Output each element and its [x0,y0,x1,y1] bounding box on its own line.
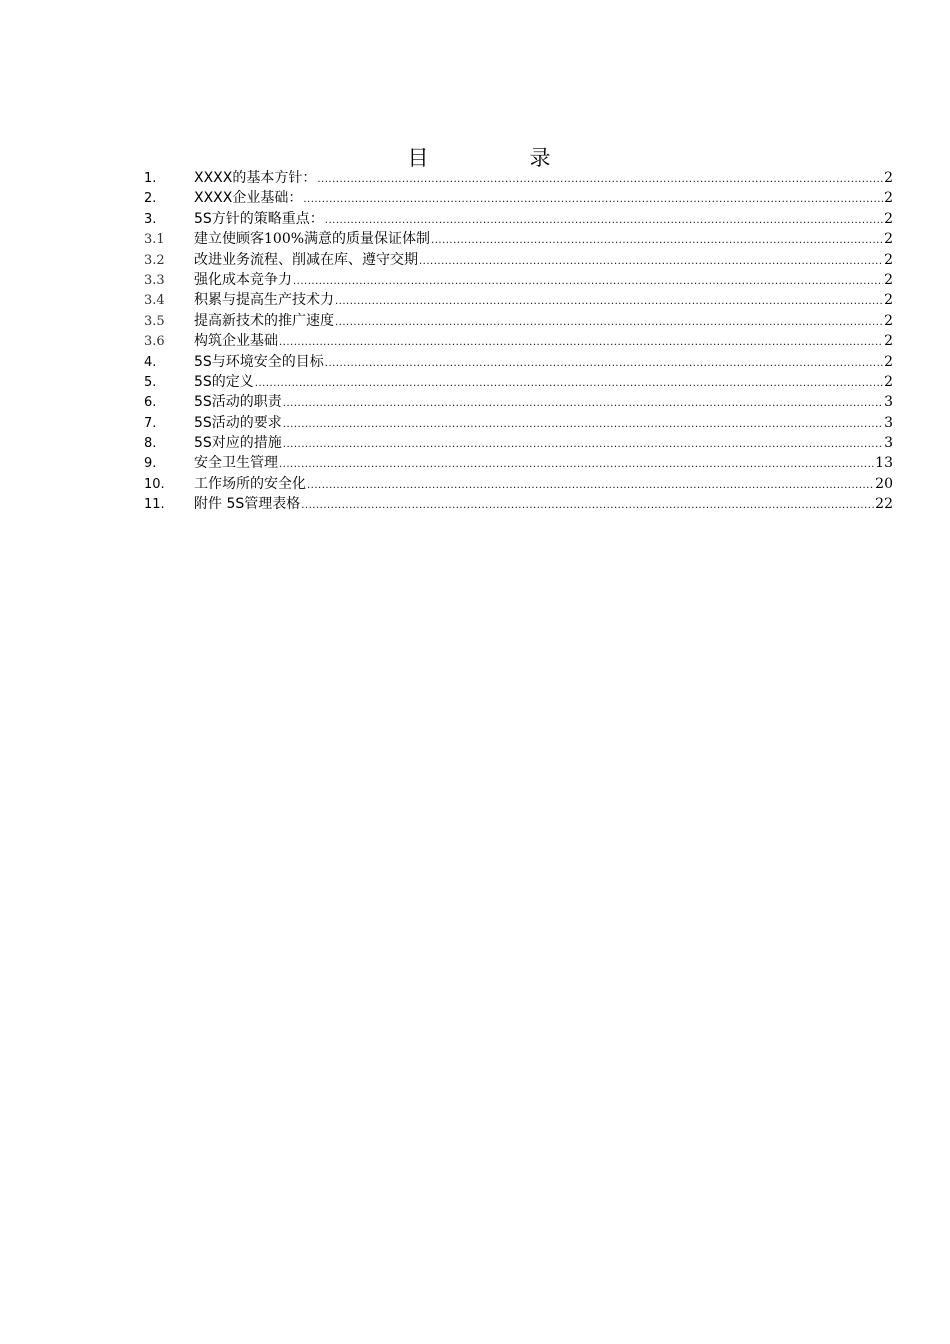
toc-entry[interactable] [144,250,893,270]
toc-title: 目 录 [407,146,591,170]
toc-entry[interactable] [144,352,893,372]
toc-entry-title: 5S活动的职责 [194,394,282,411]
toc-dot-leader [335,313,883,333]
toc-entry-number: 8. [144,436,157,452]
toc-dot-leader [283,435,883,455]
toc-entry-number: 5. [144,374,157,390]
toc-entry-page-number: 2 [884,353,893,370]
toc-entry[interactable] [144,270,893,290]
toc-entry[interactable] [144,331,893,351]
toc-entry-title: 提高新技术的推广速度 [194,312,334,329]
toc-entry-title: 构筑企业基础 [194,333,278,350]
toc-dot-leader [325,354,883,374]
toc-dot-leader [301,496,874,516]
toc-entry[interactable] [144,474,893,494]
toc-entry-page-number: 2 [884,231,893,248]
toc-entry-title: 工作场所的安全化 [194,475,306,492]
toc-dot-leader [317,170,883,190]
toc-dot-leader [279,333,883,353]
toc-entry[interactable] [144,229,893,249]
toc-entry[interactable] [144,413,893,433]
toc-entry[interactable] [144,311,893,331]
toc-entry-page-number: 2 [884,190,893,207]
toc-entry-number: 9. [144,456,157,472]
toc-entry-page-number: 2 [884,312,893,329]
toc-entry-page-number: 3 [884,414,893,431]
toc-entry-number: 3.1 [144,232,165,248]
toc-entry-title: 附件 5S管理表格 [194,496,301,513]
toc-entry-number: 3. [144,211,157,227]
toc-entry-title: 5S对应的措施 [194,435,282,452]
toc-dot-leader [255,374,883,394]
toc-dot-leader [283,394,883,414]
toc-entry[interactable] [144,168,893,188]
toc-entry-number: 4. [144,354,157,370]
toc-entry-page-number: 2 [884,210,893,227]
toc-entry-number: 3.5 [144,313,165,329]
toc-entry-page-number: 3 [884,435,893,452]
toc-entry-number: 1. [144,171,157,186]
toc-entry-number: 3.4 [144,293,165,309]
toc-entry-title: 安全卫生管理 [194,455,278,472]
toc-entry-title: 强化成本竞争力 [194,271,292,288]
toc-entry-page-number: 2 [884,170,893,186]
toc-entry[interactable] [144,372,893,392]
toc-entry-page-number: 2 [884,333,893,350]
toc-entry[interactable] [144,453,893,473]
toc-entry-title: 5S的定义 [194,373,254,390]
toc-entry[interactable] [144,392,893,412]
toc-entry[interactable] [144,209,893,229]
toc-entry-number: 10. [144,476,165,492]
toc-entry-page-number: 3 [884,394,893,411]
toc-entry-title: XXXX的基本方针： [194,170,317,186]
toc-dot-leader [303,190,883,210]
toc-entry-page-number: 2 [884,373,893,390]
toc-entry-number: 6. [144,395,157,411]
toc-entry-page-number: 2 [884,251,893,268]
toc-entry-title: 5S与环境安全的目标 [194,353,324,370]
toc-entry[interactable] [144,494,893,514]
toc-entry[interactable] [144,290,893,310]
toc-entry-page-number: 22 [875,496,893,513]
toc-dot-leader [279,455,874,475]
toc-entry-page-number: 2 [884,292,893,309]
toc-dot-leader [335,292,883,312]
toc-entry-number: 3.6 [144,334,165,350]
toc-entry-page-number: 2 [884,271,893,288]
toc-entry-title: XXXX企业基础： [194,190,303,207]
toc-entry-page-number: 13 [875,455,893,472]
toc-entry-number: 7. [144,415,157,431]
toc-dot-leader [283,415,883,435]
toc-entry-title: 建立使顾客100%满意的质量保证体制 [194,231,431,248]
toc-entry-number: 11. [144,497,165,513]
toc-entry-number: 3.3 [144,272,165,288]
toc-entry-title: 5S方针的策略重点： [194,210,324,227]
toc-entry[interactable] [144,188,893,208]
toc-dot-leader [325,211,883,231]
toc-dot-leader [307,476,874,496]
toc-entry-number: 2. [144,191,157,207]
toc-entry-number: 3.2 [144,252,165,268]
toc-entry[interactable] [144,433,893,453]
table-of-contents [144,168,893,515]
toc-dot-leader [431,231,883,251]
toc-entry-title: 积累与提高生产技术力 [194,292,334,309]
toc-entry-title: 改进业务流程、削减在库、遵守交期 [194,251,418,268]
toc-dot-leader [419,252,883,272]
toc-entry-page-number: 20 [875,475,893,492]
toc-dot-leader [293,272,883,292]
toc-entry-title: 5S活动的要求 [194,414,282,431]
